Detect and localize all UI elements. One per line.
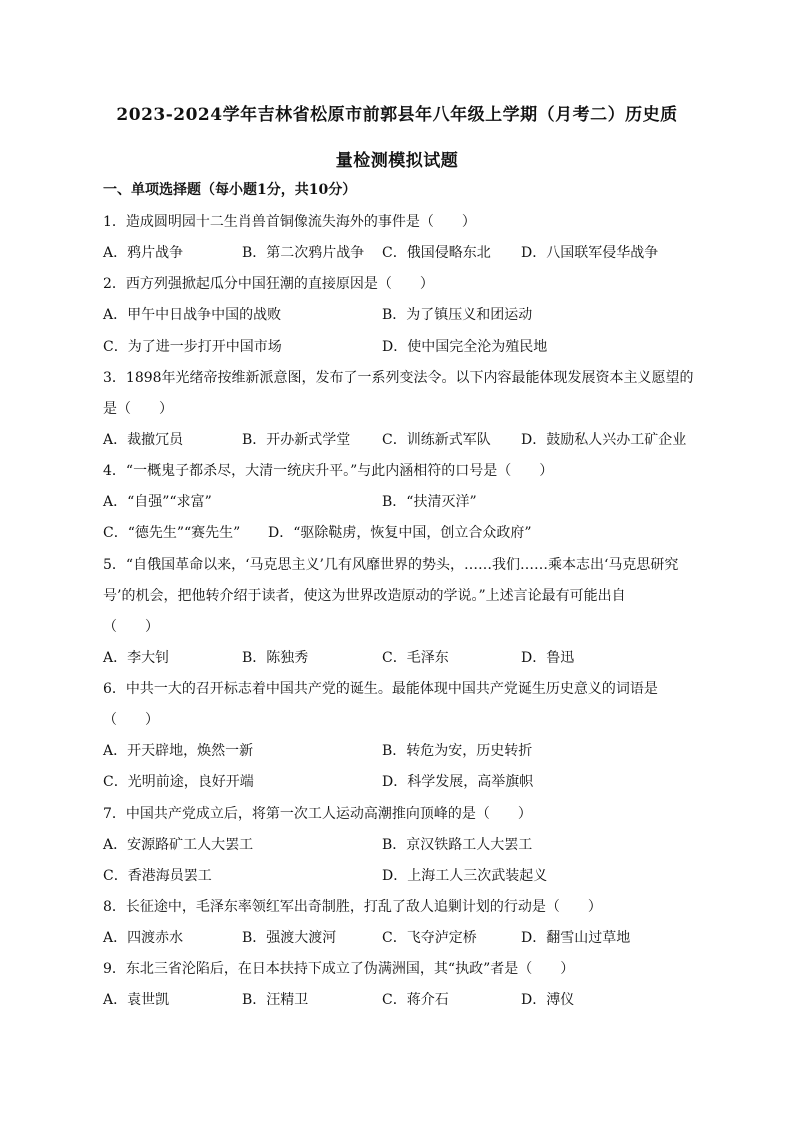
question-5-stem-line-3: （ ） bbox=[103, 619, 159, 635]
question-5-stem-line-1: 5．“自俄国革命以来，‘马克思主义’几有风靡世界的势头，……我们……乘本志出‘马克思研究 bbox=[103, 557, 679, 573]
question-2-option-b: B．为了镇压义和团运动 bbox=[382, 307, 533, 323]
question-8-option-b: B．强渡大渡河 bbox=[242, 930, 337, 946]
question-2-option-d: D．使中国完全沦为殖民地 bbox=[382, 339, 548, 355]
question-9-option-b: B．汪精卫 bbox=[242, 992, 309, 1008]
question-9-option-a: A．袁世凯 bbox=[103, 992, 170, 1008]
question-4-option-d: D．“驱除鞑虏，恢复中国，创立合众政府” bbox=[268, 525, 532, 541]
question-7-stem: 7．中国共产党成立后，将第一次工人运动高潮推向顶峰的是（ ） bbox=[103, 806, 532, 822]
question-7-option-a: A．安源路矿工人大罢工 bbox=[103, 837, 254, 853]
question-2-option-a: A．甲午中日战争中国的战败 bbox=[103, 307, 282, 323]
question-9-stem: 9．东北三省沦陷后，在日本扶持下成立了伪满洲国，其“执政”者是（ ） bbox=[103, 961, 575, 977]
question-3-option-c: C．训练新式军队 bbox=[382, 432, 491, 448]
question-3-stem-line-1: 3．1898年光绪帝按维新派意图，发布了一系列变法令。以下内容最能体现发展资本主义愿望的 bbox=[103, 370, 694, 386]
question-7-option-c: C．香港海员罢工 bbox=[103, 868, 212, 884]
question-2-option-c: C．为了进一步打开中国市场 bbox=[103, 339, 282, 355]
question-7-option-d: D．上海工人三次武装起义 bbox=[382, 868, 548, 884]
section-heading: 一、单项选择题（每小题1分，共10分） bbox=[103, 182, 357, 198]
question-9-option-c: C．蒋介石 bbox=[382, 992, 449, 1008]
question-1-option-a: A．鸦片战争 bbox=[103, 245, 184, 261]
question-1-stem: 1．造成圆明园十二生肖兽首铜像流失海外的事件是（ ） bbox=[103, 214, 476, 230]
exam-title-line-2: 量检测模拟试题 bbox=[335, 151, 459, 171]
question-6-stem-line-1: 6．中共一大的召开标志着中国共产党的诞生。最能体现中国共产党诞生历史意义的词语是 bbox=[103, 681, 658, 697]
question-8-option-c: C．飞夺泸定桥 bbox=[382, 930, 477, 946]
question-2-stem: 2．西方列强掀起瓜分中国狂潮的直接原因是（ ） bbox=[103, 276, 434, 292]
question-7-option-b: B．京汉铁路工人大罢工 bbox=[382, 837, 533, 853]
question-3-option-d: D．鼓励私人兴办工矿企业 bbox=[521, 432, 687, 448]
question-3-option-a: A．裁撤冗员 bbox=[103, 432, 184, 448]
question-6-option-c: C．光明前途，良好开端 bbox=[103, 774, 254, 790]
question-6-stem-line-2: （ ） bbox=[103, 712, 159, 728]
question-5-stem-line-2: 号’的机会，把他转介绍于读者，使这为世界改造原动的学说。”上述言论最有可能出自 bbox=[103, 588, 626, 604]
question-5-option-b: B．陈独秀 bbox=[242, 650, 309, 666]
question-6-option-b: B．转危为安，历史转折 bbox=[382, 743, 533, 759]
question-4-option-b: B．“扶清灭洋” bbox=[382, 494, 477, 510]
exam-title-line-1: 2023-2024学年吉林省松原市前郭县年八年级上学期（月考二）历史质 bbox=[116, 105, 678, 125]
question-4-stem: 4．“一概鬼子都杀尽，大清一统庆升平。”与此内涵相符的口号是（ ） bbox=[103, 463, 554, 479]
question-5-option-c: C．毛泽东 bbox=[382, 650, 449, 666]
question-8-option-a: A．四渡赤水 bbox=[103, 930, 184, 946]
question-4-option-c: C．“德先生”“赛先生” bbox=[103, 525, 241, 541]
question-3-stem-line-2: 是（ ） bbox=[103, 401, 173, 417]
question-1-option-b: B．第二次鸦片战争 bbox=[242, 245, 365, 261]
question-8-stem: 8．长征途中，毛泽东率领红军出奇制胜，打乱了敌人追剿计划的行动是（ ） bbox=[103, 899, 602, 915]
question-8-option-d: D．翻雪山过草地 bbox=[521, 930, 631, 946]
question-3-option-b: B．开办新式学堂 bbox=[242, 432, 351, 448]
question-5-option-a: A．李大钊 bbox=[103, 650, 170, 666]
question-6-option-a: A．开天辟地，焕然一新 bbox=[103, 743, 254, 759]
question-4-option-a: A．“自强”“求富” bbox=[103, 494, 212, 510]
question-6-option-d: D．科学发展，高举旗帜 bbox=[382, 774, 534, 790]
question-1-option-c: C．俄国侵略东北 bbox=[382, 245, 491, 261]
question-5-option-d: D．鲁迅 bbox=[521, 650, 575, 666]
question-9-option-d: D．溥仪 bbox=[521, 992, 575, 1008]
question-1-option-d: D．八国联军侵华战争 bbox=[521, 245, 659, 261]
